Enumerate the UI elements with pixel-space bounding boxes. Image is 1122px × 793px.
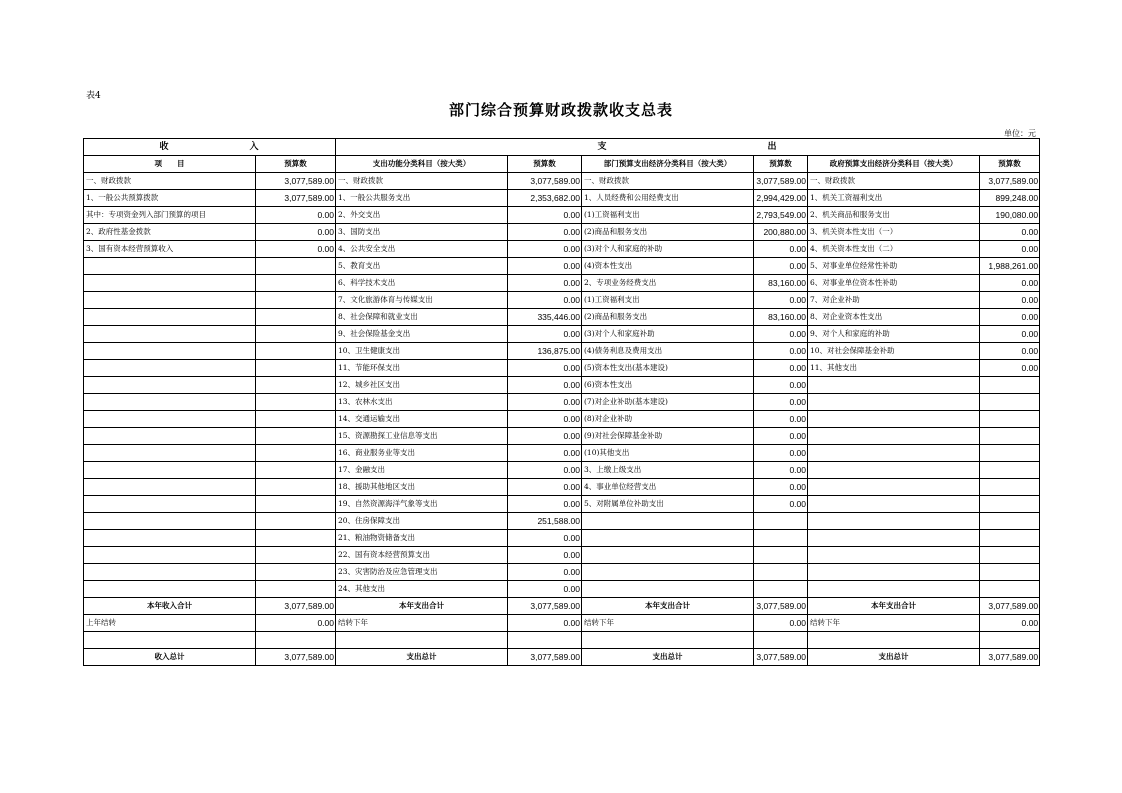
dept-econ-budget xyxy=(754,581,808,598)
income-item: 3、国有资本经营预算收入 xyxy=(84,241,256,258)
table-row xyxy=(84,360,1040,377)
gov-econ-item xyxy=(808,479,980,496)
income-header-b: 入 xyxy=(249,142,260,152)
blank-row xyxy=(84,632,1040,649)
dept-econ-item xyxy=(582,581,754,598)
dept-econ-budget xyxy=(754,530,808,547)
dept-econ-item: 支出总计 xyxy=(582,649,754,666)
func-class-budget: 0.00 xyxy=(508,496,582,513)
func-class-budget: 0.00 xyxy=(508,326,582,343)
func-class-item: 24、其他支出 xyxy=(336,581,508,598)
func-class-budget: 0.00 xyxy=(508,275,582,292)
expense-header-a: 支 xyxy=(597,142,608,152)
func-class-item: 12、城乡社区支出 xyxy=(336,377,508,394)
dept-econ-item xyxy=(582,513,754,530)
dept-econ-item: (2)商品和服务支出 xyxy=(582,224,754,241)
income-item xyxy=(84,394,256,411)
table-row xyxy=(84,394,1040,411)
table-row xyxy=(84,190,1040,207)
income-budget xyxy=(256,547,336,564)
table-row xyxy=(84,207,1040,224)
func-class-item: 21、粮油物资储备支出 xyxy=(336,530,508,547)
income-item xyxy=(84,360,256,377)
income-item xyxy=(84,377,256,394)
gov-econ-item xyxy=(808,564,980,581)
gov-econ-budget xyxy=(980,530,1040,547)
func-class-budget: 3,077,589.00 xyxy=(508,649,582,666)
func-class-item: 11、节能环保支出 xyxy=(336,360,508,377)
gov-econ-budget xyxy=(980,479,1040,496)
func-class-budget: 136,875.00 xyxy=(508,343,582,360)
table-row xyxy=(84,411,1040,428)
func-class-item: 4、公共安全支出 xyxy=(336,241,508,258)
income-budget: 3,077,589.00 xyxy=(256,598,336,615)
func-class-item: 13、农林水支出 xyxy=(336,394,508,411)
gov-econ-item: 11、其他支出 xyxy=(808,360,980,377)
income-budget xyxy=(256,581,336,598)
dept-econ-budget: 2,793,549.00 xyxy=(754,207,808,224)
expense-header xyxy=(336,139,1040,156)
income-budget xyxy=(256,343,336,360)
table-row xyxy=(84,224,1040,241)
gov-econ-item: 5、对事业单位经常性补助 xyxy=(808,258,980,275)
gov-econ-budget: 0.00 xyxy=(980,275,1040,292)
func-class-item: 19、自然资源海洋气象等支出 xyxy=(336,496,508,513)
dept-econ-budget: 0.00 xyxy=(754,428,808,445)
func-class-budget: 251,588.00 xyxy=(508,513,582,530)
income-budget xyxy=(256,513,336,530)
dept-econ-item xyxy=(582,547,754,564)
carry-over-row xyxy=(84,615,1040,632)
dept-econ-budget: 0.00 xyxy=(754,343,808,360)
func-class-budget: 0.00 xyxy=(508,462,582,479)
dept-econ-budget xyxy=(754,564,808,581)
dept-econ-budget: 0.00 xyxy=(754,411,808,428)
table-row xyxy=(84,513,1040,530)
func-class-budget: 0.00 xyxy=(508,394,582,411)
income-item xyxy=(84,411,256,428)
income-item xyxy=(84,564,256,581)
income-item xyxy=(84,530,256,547)
dept-econ-item: (6)资本性支出 xyxy=(582,377,754,394)
gov-econ-item: 10、对社会保障基金补助 xyxy=(808,343,980,360)
func-class-budget: 0.00 xyxy=(508,241,582,258)
func-class-budget: 0.00 xyxy=(508,428,582,445)
col-header-gov-econ-class: 政府预算支出经济分类科目（按大类） xyxy=(808,156,980,173)
func-class-budget: 0.00 xyxy=(508,411,582,428)
col-header-budget: 预算数 xyxy=(256,156,336,173)
income-budget: 0.00 xyxy=(256,615,336,632)
dept-econ-item: (3)对个人和家庭补助 xyxy=(582,326,754,343)
income-item xyxy=(84,275,256,292)
gov-econ-item: 4、机关资本性支出（二） xyxy=(808,241,980,258)
func-class-item: 1、一般公共服务支出 xyxy=(336,190,508,207)
dept-econ-budget: 83,160.00 xyxy=(754,275,808,292)
func-class-budget: 335,446.00 xyxy=(508,309,582,326)
func-class-item: 14、交通运输支出 xyxy=(336,411,508,428)
income-item xyxy=(84,462,256,479)
income-budget xyxy=(256,292,336,309)
income-budget: 3,077,589.00 xyxy=(256,190,336,207)
dept-econ-item: (8)对企业补助 xyxy=(582,411,754,428)
dept-econ-budget: 3,077,589.00 xyxy=(754,173,808,190)
dept-econ-item: (4)资本性支出 xyxy=(582,258,754,275)
dept-econ-item: (4)债务利息及费用支出 xyxy=(582,343,754,360)
dept-econ-budget: 2,994,429.00 xyxy=(754,190,808,207)
income-item xyxy=(84,445,256,462)
income-budget xyxy=(256,394,336,411)
income-budget xyxy=(256,411,336,428)
income-item xyxy=(84,326,256,343)
dept-econ-item: 一、财政拨款 xyxy=(582,173,754,190)
expense-header-b: 出 xyxy=(767,142,778,152)
table-row xyxy=(84,326,1040,343)
income-budget xyxy=(256,258,336,275)
func-class-item: 8、社会保障和就业支出 xyxy=(336,309,508,326)
gov-econ-budget: 0.00 xyxy=(980,241,1040,258)
func-class-budget: 0.00 xyxy=(508,445,582,462)
gov-econ-item xyxy=(808,377,980,394)
col-header-budget: 预算数 xyxy=(980,156,1040,173)
gov-econ-budget: 0.00 xyxy=(980,309,1040,326)
table-row xyxy=(84,343,1040,360)
func-class-item: 2、外交支出 xyxy=(336,207,508,224)
func-class-item: 16、商业服务业等支出 xyxy=(336,445,508,462)
func-class-item: 10、卫生健康支出 xyxy=(336,343,508,360)
gov-econ-budget: 3,077,589.00 xyxy=(980,649,1040,666)
table-row xyxy=(84,428,1040,445)
dept-econ-item: (1)工资福利支出 xyxy=(582,207,754,224)
income-item: 本年收入合计 xyxy=(84,598,256,615)
gov-econ-item: 3、机关资本性支出（一） xyxy=(808,224,980,241)
gov-econ-budget: 1,988,261.00 xyxy=(980,258,1040,275)
func-class-budget: 2,353,682.00 xyxy=(508,190,582,207)
table-row xyxy=(84,275,1040,292)
table-row xyxy=(84,173,1040,190)
dept-econ-item: 1、人员经费和公用经费支出 xyxy=(582,190,754,207)
dept-econ-budget: 200,880.00 xyxy=(754,224,808,241)
dept-econ-budget: 0.00 xyxy=(754,479,808,496)
dept-econ-item: (9)对社会保障基金补助 xyxy=(582,428,754,445)
dept-econ-budget: 0.00 xyxy=(754,360,808,377)
func-class-budget: 0.00 xyxy=(508,530,582,547)
gov-econ-item: 支出总计 xyxy=(808,649,980,666)
dept-econ-item: 结转下年 xyxy=(582,615,754,632)
income-budget: 0.00 xyxy=(256,241,336,258)
table-row xyxy=(84,377,1040,394)
func-class-item: 本年支出合计 xyxy=(336,598,508,615)
gov-econ-budget xyxy=(980,394,1040,411)
func-class-item: 一、财政拨款 xyxy=(336,173,508,190)
table-row xyxy=(84,445,1040,462)
income-item xyxy=(84,496,256,513)
dept-econ-item: (2)商品和服务支出 xyxy=(582,309,754,326)
empty-cell xyxy=(808,632,980,649)
gov-econ-budget: 0.00 xyxy=(980,360,1040,377)
table-row xyxy=(84,241,1040,258)
gov-econ-item xyxy=(808,513,980,530)
gov-econ-budget xyxy=(980,428,1040,445)
gov-econ-item: 9、对个人和家庭的补助 xyxy=(808,326,980,343)
income-item xyxy=(84,513,256,530)
gov-econ-budget xyxy=(980,513,1040,530)
income-budget xyxy=(256,275,336,292)
income-budget: 3,077,589.00 xyxy=(256,173,336,190)
income-item xyxy=(84,292,256,309)
empty-cell xyxy=(336,632,508,649)
gov-econ-budget xyxy=(980,462,1040,479)
gov-econ-item xyxy=(808,462,980,479)
gov-econ-budget: 0.00 xyxy=(980,343,1040,360)
func-class-budget: 0.00 xyxy=(508,258,582,275)
income-item xyxy=(84,581,256,598)
func-class-budget: 0.00 xyxy=(508,564,582,581)
income-item: 2、政府性基金拨款 xyxy=(84,224,256,241)
func-class-item: 7、文化旅游体育与传媒支出 xyxy=(336,292,508,309)
func-class-budget: 0.00 xyxy=(508,615,582,632)
header-row-columns xyxy=(84,156,1040,173)
dept-econ-budget: 0.00 xyxy=(754,496,808,513)
table-row xyxy=(84,547,1040,564)
gov-econ-item xyxy=(808,547,980,564)
gov-econ-item: 2、机关商品和服务支出 xyxy=(808,207,980,224)
gov-econ-item xyxy=(808,411,980,428)
func-class-budget: 0.00 xyxy=(508,377,582,394)
income-budget: 3,077,589.00 xyxy=(256,649,336,666)
func-class-item: 20、住房保障支出 xyxy=(336,513,508,530)
dept-econ-item: 4、事业单位经营支出 xyxy=(582,479,754,496)
table-row xyxy=(84,309,1040,326)
func-class-item: 18、援助其他地区支出 xyxy=(336,479,508,496)
dept-econ-budget: 0.00 xyxy=(754,445,808,462)
gov-econ-budget: 899,248.00 xyxy=(980,190,1040,207)
gov-econ-item: 1、机关工资福利支出 xyxy=(808,190,980,207)
table-number: 表4 xyxy=(86,91,101,101)
func-class-budget: 3,077,589.00 xyxy=(508,173,582,190)
dept-econ-item: 5、对附属单位补助支出 xyxy=(582,496,754,513)
income-budget xyxy=(256,360,336,377)
income-item: 收入总计 xyxy=(84,649,256,666)
year-total-row xyxy=(84,598,1040,615)
income-item xyxy=(84,547,256,564)
gov-econ-item xyxy=(808,496,980,513)
income-item xyxy=(84,309,256,326)
col-header-budget: 预算数 xyxy=(508,156,582,173)
empty-cell xyxy=(582,632,754,649)
table-row xyxy=(84,530,1040,547)
dept-econ-item: 本年支出合计 xyxy=(582,598,754,615)
dept-econ-budget xyxy=(754,513,808,530)
table-row xyxy=(84,581,1040,598)
table-row xyxy=(84,496,1040,513)
func-class-budget: 0.00 xyxy=(508,581,582,598)
func-class-budget: 0.00 xyxy=(508,292,582,309)
income-budget xyxy=(256,428,336,445)
func-class-budget: 0.00 xyxy=(508,479,582,496)
func-class-item: 22、国有资本经营预算支出 xyxy=(336,547,508,564)
income-header xyxy=(84,139,336,156)
income-header-a: 收 xyxy=(159,142,170,152)
dept-econ-budget xyxy=(754,547,808,564)
empty-cell xyxy=(508,632,582,649)
income-budget xyxy=(256,564,336,581)
gov-econ-budget xyxy=(980,445,1040,462)
dept-econ-item xyxy=(582,530,754,547)
table-row xyxy=(84,258,1040,275)
gov-econ-budget xyxy=(980,377,1040,394)
income-item: 上年结转 xyxy=(84,615,256,632)
grand-total-row xyxy=(84,649,1040,666)
income-budget xyxy=(256,462,336,479)
func-class-item: 17、金融支出 xyxy=(336,462,508,479)
empty-cell xyxy=(754,632,808,649)
gov-econ-item xyxy=(808,394,980,411)
gov-econ-budget: 0.00 xyxy=(980,292,1040,309)
income-budget xyxy=(256,530,336,547)
dept-econ-budget: 0.00 xyxy=(754,326,808,343)
gov-econ-item xyxy=(808,445,980,462)
income-item xyxy=(84,258,256,275)
empty-cell xyxy=(84,632,256,649)
income-budget xyxy=(256,309,336,326)
col-header-dept-econ-class: 部门预算支出经济分类科目（按大类） xyxy=(582,156,754,173)
gov-econ-item: 6、对事业单位资本性补助 xyxy=(808,275,980,292)
gov-econ-budget: 0.00 xyxy=(980,326,1040,343)
func-class-budget: 0.00 xyxy=(508,207,582,224)
dept-econ-item: 3、上缴上级支出 xyxy=(582,462,754,479)
gov-econ-budget xyxy=(980,411,1040,428)
dept-econ-budget: 3,077,589.00 xyxy=(754,649,808,666)
income-budget: 0.00 xyxy=(256,224,336,241)
dept-econ-budget: 0.00 xyxy=(754,462,808,479)
empty-cell xyxy=(256,632,336,649)
gov-econ-item: 结转下年 xyxy=(808,615,980,632)
func-class-budget: 0.00 xyxy=(508,224,582,241)
gov-econ-item xyxy=(808,530,980,547)
table-row xyxy=(84,479,1040,496)
table-row xyxy=(84,462,1040,479)
income-item xyxy=(84,343,256,360)
dept-econ-budget: 0.00 xyxy=(754,377,808,394)
income-budget xyxy=(256,479,336,496)
dept-econ-item: 2、专项业务经费支出 xyxy=(582,275,754,292)
table-row xyxy=(84,292,1040,309)
empty-cell xyxy=(980,632,1040,649)
income-budget xyxy=(256,326,336,343)
income-item: 1、一般公共预算拨款 xyxy=(84,190,256,207)
gov-econ-item: 一、财政拨款 xyxy=(808,173,980,190)
func-class-item: 6、科学技术支出 xyxy=(336,275,508,292)
unit-label: 单位：元 xyxy=(1004,129,1036,138)
gov-econ-budget xyxy=(980,547,1040,564)
col-header-func-class: 支出功能分类科目（按大类） xyxy=(336,156,508,173)
income-budget xyxy=(256,496,336,513)
col-header-budget: 预算数 xyxy=(754,156,808,173)
gov-econ-budget: 0.00 xyxy=(980,615,1040,632)
gov-econ-budget xyxy=(980,564,1040,581)
func-class-item: 23、灾害防治及应急管理支出 xyxy=(336,564,508,581)
gov-econ-item: 8、对企业资本性支出 xyxy=(808,309,980,326)
dept-econ-budget: 0.00 xyxy=(754,258,808,275)
income-budget xyxy=(256,377,336,394)
func-class-item: 3、国防支出 xyxy=(336,224,508,241)
table-row xyxy=(84,564,1040,581)
dept-econ-item xyxy=(582,564,754,581)
dept-econ-budget: 0.00 xyxy=(754,241,808,258)
gov-econ-budget: 0.00 xyxy=(980,224,1040,241)
header-row-group xyxy=(84,139,1040,156)
gov-econ-item xyxy=(808,581,980,598)
func-class-item: 15、资源勘探工业信息等支出 xyxy=(336,428,508,445)
income-item: 其中：专项资金列入部门预算的项目 xyxy=(84,207,256,224)
dept-econ-budget: 0.00 xyxy=(754,292,808,309)
func-class-budget: 0.00 xyxy=(508,360,582,377)
gov-econ-budget: 190,080.00 xyxy=(980,207,1040,224)
income-item xyxy=(84,479,256,496)
gov-econ-budget xyxy=(980,581,1040,598)
dept-econ-budget: 83,160.00 xyxy=(754,309,808,326)
dept-econ-item: (7)对企业补助(基本建设) xyxy=(582,394,754,411)
col-header-item: 项 目 xyxy=(84,156,256,173)
func-class-item: 9、社会保险基金支出 xyxy=(336,326,508,343)
func-class-item: 支出总计 xyxy=(336,649,508,666)
dept-econ-item: (1)工资福利支出 xyxy=(582,292,754,309)
func-class-budget: 3,077,589.00 xyxy=(508,598,582,615)
func-class-item: 结转下年 xyxy=(336,615,508,632)
budget-summary-table xyxy=(83,138,1040,666)
dept-econ-budget: 3,077,589.00 xyxy=(754,598,808,615)
dept-econ-item: (3)对个人和家庭的补助 xyxy=(582,241,754,258)
page-title: 部门综合预算财政拨款收支总表 xyxy=(448,101,673,119)
income-item: 一、财政拨款 xyxy=(84,173,256,190)
func-class-budget: 0.00 xyxy=(508,547,582,564)
gov-econ-item: 本年支出合计 xyxy=(808,598,980,615)
dept-econ-budget: 0.00 xyxy=(754,394,808,411)
dept-econ-budget: 0.00 xyxy=(754,615,808,632)
gov-econ-budget xyxy=(980,496,1040,513)
func-class-item: 5、教育支出 xyxy=(336,258,508,275)
dept-econ-item: (5)资本性支出(基本建设) xyxy=(582,360,754,377)
gov-econ-item: 7、对企业补助 xyxy=(808,292,980,309)
gov-econ-item xyxy=(808,428,980,445)
gov-econ-budget: 3,077,589.00 xyxy=(980,598,1040,615)
income-budget xyxy=(256,445,336,462)
dept-econ-item: (10)其他支出 xyxy=(582,445,754,462)
gov-econ-budget: 3,077,589.00 xyxy=(980,173,1040,190)
income-item xyxy=(84,428,256,445)
income-budget: 0.00 xyxy=(256,207,336,224)
